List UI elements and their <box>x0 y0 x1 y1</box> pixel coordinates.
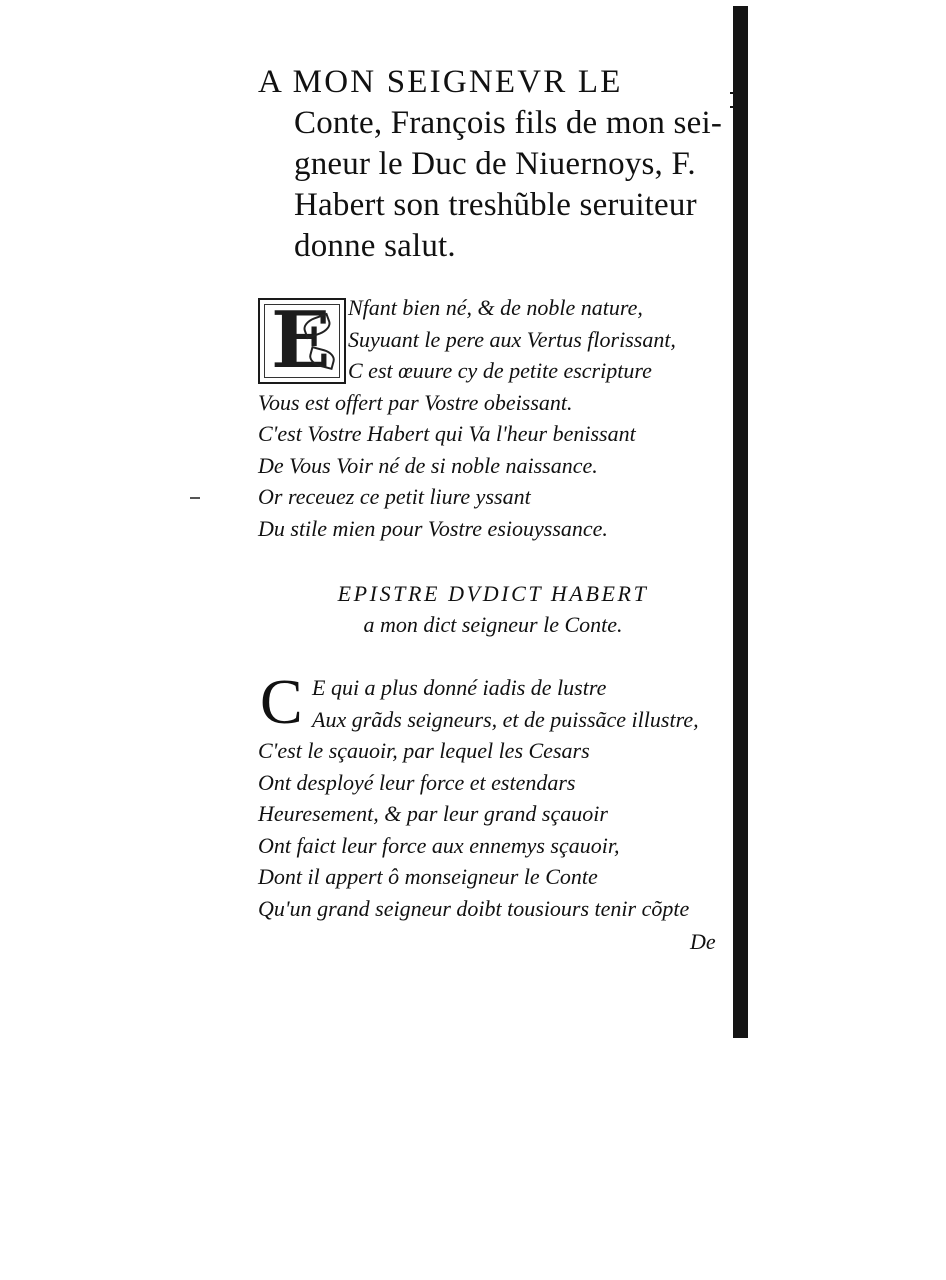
decorated-initial <box>258 298 346 384</box>
epistle-subtitle-line: a mon dict seigneur le Conte. <box>363 612 623 637</box>
page-edge-shadow <box>733 6 748 1038</box>
verse-line: C est œuure cy de petite escripture <box>348 358 652 383</box>
heading-line: gneur le Duc de Niuernoys, F. <box>294 146 696 182</box>
catchword: De <box>690 929 716 954</box>
verse-line: Nfant bien né, & de noble nature, <box>348 295 643 320</box>
epistle-title-line: EPISTRE DVDICT HABERT <box>337 581 649 606</box>
verse-line: Du stile mien pour Vostre esiouyssance. <box>258 515 608 541</box>
verse-line: Or receuez ce petit liure yssant <box>258 484 531 509</box>
verse-line: Dont il appert ô monseigneur le Conte <box>258 864 598 889</box>
heading-line: donne salut. <box>294 228 456 264</box>
verse-line: Qu'un grand seigneur doibt tousiours tenir cõpte <box>258 895 690 921</box>
verse-line: Vous est offert par Vostre obeissant. <box>258 389 573 415</box>
verse-line: Suyuant le pere aux Vertus florissant, <box>348 326 676 352</box>
heading-line: Habert son treshũble seruiteur <box>294 187 697 223</box>
verse-line: Ont faict leur force aux ennemys sçauoir, <box>258 832 620 858</box>
heading-line: A MON SEIGNEVR LE <box>258 64 623 100</box>
decorated-initial-letter: E <box>271 304 331 378</box>
large-initial: C <box>260 666 303 737</box>
verse-line: E qui a plus donné iadis de lustre <box>312 675 607 700</box>
dedication-heading <box>258 62 733 267</box>
verse-line: Ont desployé leur force et estendars <box>258 769 576 795</box>
stray-ink-mark <box>190 497 200 499</box>
verse-line: C'est le sçauoir, par lequel les Cesars <box>258 738 590 763</box>
verse-line: C'est Vostre Habert qui Va l'heur benissant <box>258 421 636 446</box>
verse-line: Aux grãds seigneurs, et de puissãce illustre, <box>312 706 699 732</box>
dedication-verse <box>258 292 728 544</box>
verse-line: De Vous Voir né de si noble naissance. <box>258 452 598 478</box>
verse-line: Heuresement, & par leur grand sçauoir <box>258 801 608 826</box>
epistle-poem <box>258 666 728 924</box>
heading-line: Conte, François fils de mon sei- <box>294 105 723 141</box>
epistle-title <box>258 578 728 640</box>
